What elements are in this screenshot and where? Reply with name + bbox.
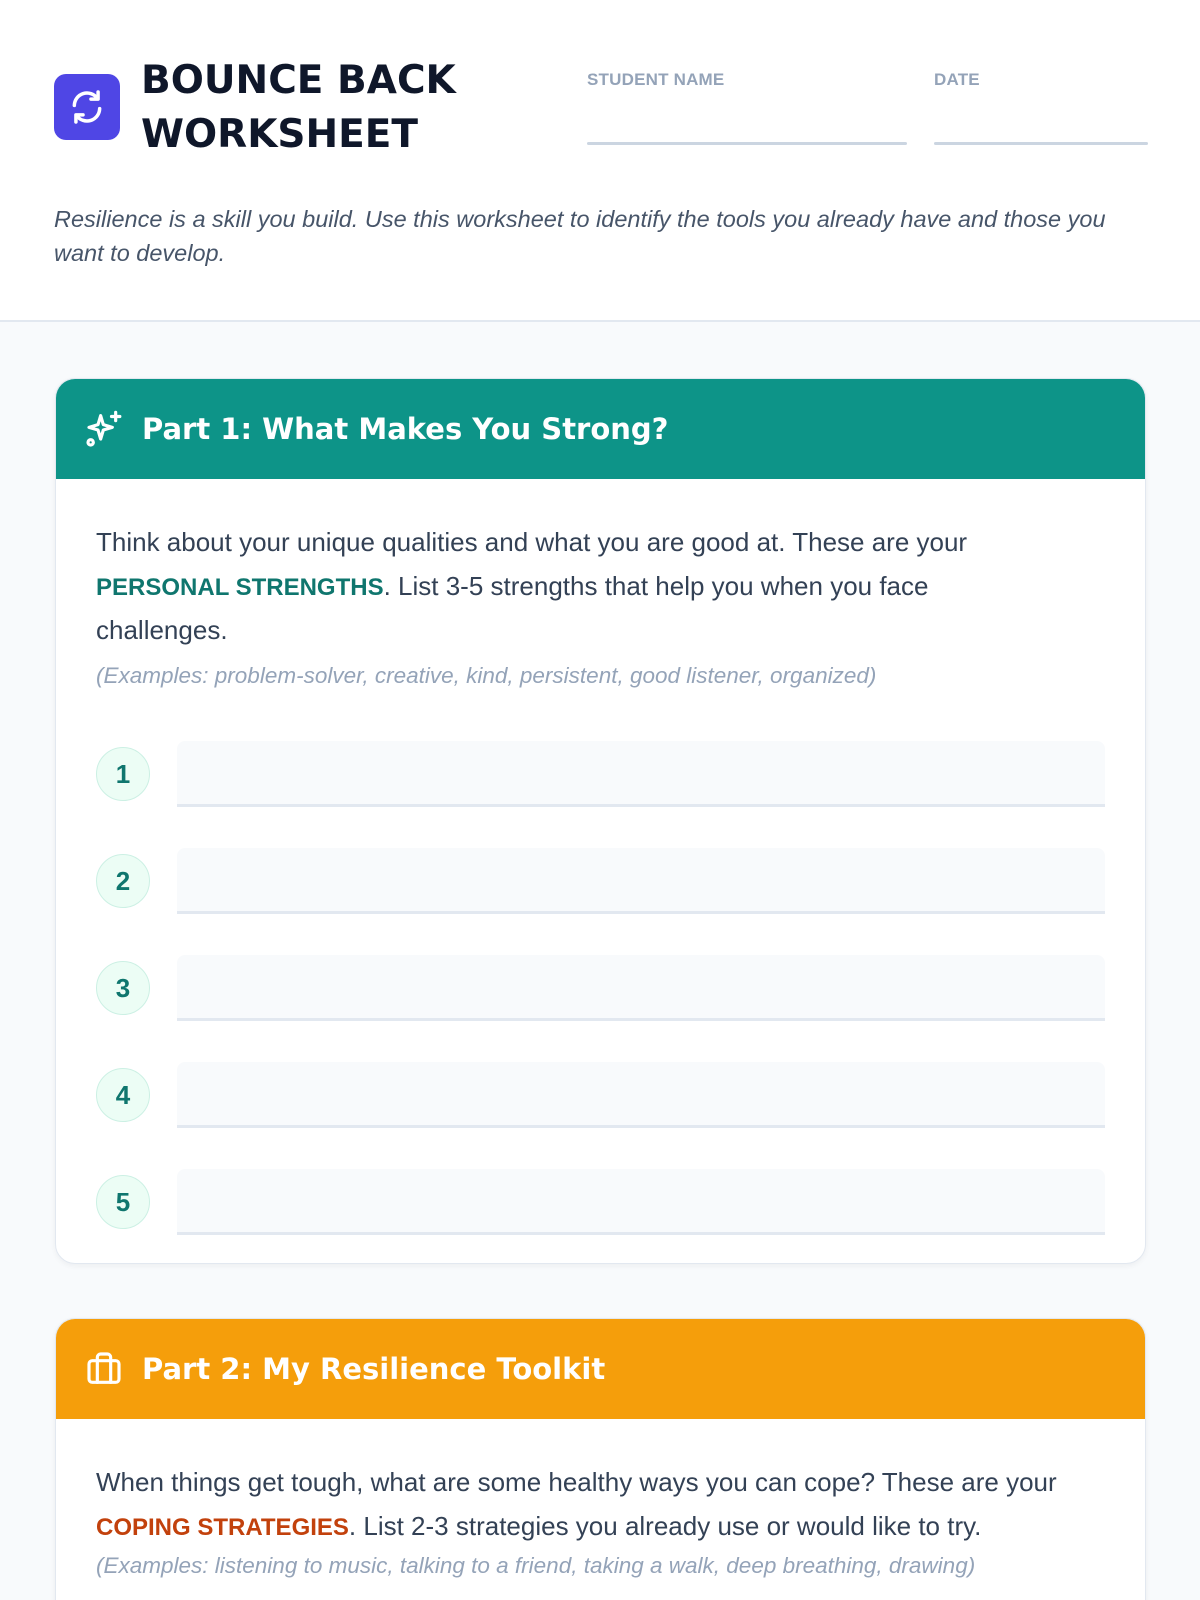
sparkles-icon: [84, 409, 124, 449]
item-number-badge: 4: [96, 1068, 150, 1122]
list-item: [96, 935, 1105, 1042]
title-line-2: WORKSHEET: [141, 112, 419, 157]
part2-title: Part 2: My Resilience Toolkit: [142, 1352, 606, 1386]
strength-input-5[interactable]: [177, 1169, 1105, 1235]
item-number-badge: 2: [96, 854, 150, 908]
item-number-badge: 3: [96, 961, 150, 1015]
strength-input-1[interactable]: [177, 741, 1105, 807]
student-name-label: STUDENT NAME: [587, 70, 725, 89]
part2-card: [55, 1318, 1146, 1600]
date-field[interactable]: [934, 142, 1148, 145]
item-number-badge: 1: [96, 747, 150, 801]
part1-title: Part 1: What Makes You Strong?: [142, 412, 669, 446]
part1-prompt-before: Think about your unique qualities and what you are good at. These are your: [96, 527, 968, 557]
strength-input-4[interactable]: [177, 1062, 1105, 1128]
part2-prompt-after: . List 2-3 strategies you already use or would like to try.: [348, 1510, 982, 1541]
refresh-icon: [68, 88, 106, 126]
worksheet-header: [0, 0, 1200, 322]
part1-header: [56, 379, 1145, 479]
briefcase-icon: [84, 1349, 124, 1389]
strength-input-3[interactable]: [177, 955, 1105, 1021]
part2-header: [56, 1319, 1145, 1419]
strength-input-2[interactable]: [177, 848, 1105, 914]
date-label: DATE: [934, 70, 980, 89]
list-item: [96, 721, 1105, 828]
item-number-badge: 5: [96, 1175, 150, 1229]
part1-keyword: PERSONAL STRENGTHS: [96, 573, 384, 601]
part2-examples: (Examples: listening to music, talking to a friend, taking a walk, deep breathing, drawing): [96, 1553, 976, 1578]
part2-prompt: [96, 1461, 1106, 1549]
part1-card: [55, 378, 1146, 1264]
title-line-1: BOUNCE BACK: [141, 58, 456, 103]
list-item: [96, 828, 1105, 935]
part1-examples: (Examples: problem-solver, creative, kind, persistent, good listener, organized): [96, 662, 877, 688]
student-name-field[interactable]: [587, 142, 907, 145]
intro-text: Resilience is a skill you build. Use this worksheet to identify the tools you already have and those you want to develop.: [54, 206, 1106, 266]
page-title: [141, 54, 541, 162]
part1-prompt: [96, 521, 1056, 653]
part1-prompt-after: . List 3-5 strengths that help you when you face challenges.: [96, 570, 929, 645]
list-item: [96, 1042, 1105, 1149]
part2-prompt-before: When things get tough, what are some healthy ways you can cope? These are your: [96, 1467, 1057, 1497]
list-item: [96, 1149, 1105, 1256]
strengths-list: [96, 721, 1105, 1256]
logo: [54, 74, 120, 140]
part2-keyword: COPING STRATEGIES: [96, 1513, 349, 1541]
